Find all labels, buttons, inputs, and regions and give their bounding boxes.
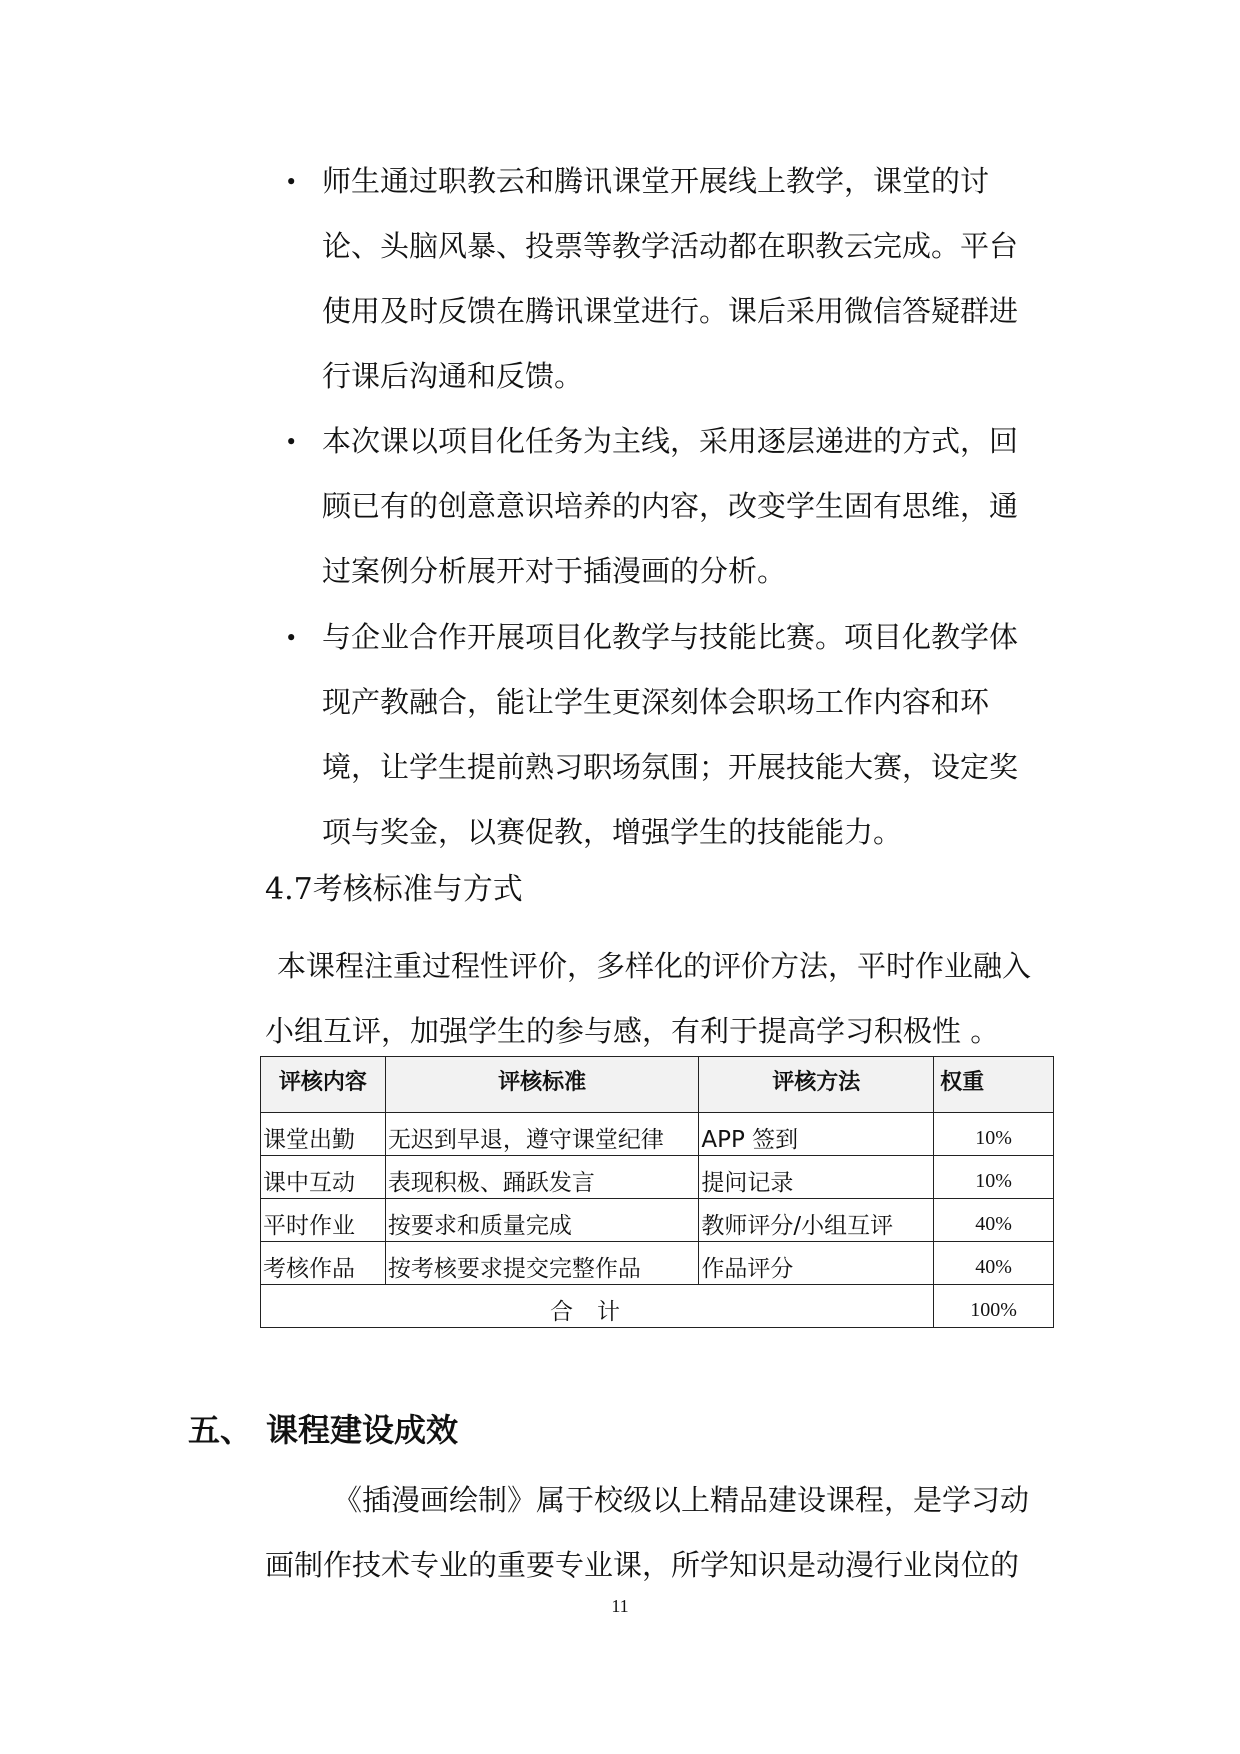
assessment-table	[260, 1056, 1054, 1328]
table-header-row	[261, 1057, 1054, 1113]
cell-content: 课堂出勤	[261, 1113, 386, 1156]
table-row	[261, 1156, 1054, 1199]
cell-weight: 40%	[934, 1199, 1054, 1242]
chapter-paragraph: 《插漫画绘制》属于校级以上精品建设课程，是学习动画制作技术专业的重要专业课，所学知识是动漫行业岗位的	[265, 1483, 1030, 1582]
chapter-heading	[188, 1408, 458, 1452]
bullet-paragraph-online-teaching: 师生通过职教云和腾讯课堂开展线上教学，课堂的讨论、头脑风暴、投票等教学活动都在职教云完成。平台使用及时反馈在腾讯课堂进行。课后采用微信答疑群进行课后沟通和反馈。	[322, 164, 1019, 393]
cell-content: 平时作业	[261, 1199, 386, 1242]
cell-standard: 按考核要求提交完整作品	[385, 1242, 699, 1285]
column-header-standard: 评核标准	[385, 1057, 699, 1113]
total-label: 合计	[261, 1285, 934, 1328]
cell-weight: 10%	[934, 1113, 1054, 1156]
cell-standard: 无迟到早退，遵守课堂纪律	[385, 1113, 699, 1156]
table-row	[261, 1242, 1054, 1285]
bullet-marker: •	[285, 626, 298, 650]
page-number: 11	[611, 1596, 629, 1616]
cell-method: 教师评分/小组互评	[699, 1199, 934, 1242]
bullet-paragraph-project-tasks: 本次课以项目化任务为主线，采用逐层递进的方式，回顾已有的创意意识培养的内容，改变学生固有思维，通过案例分析展开对于插漫画的分析。	[322, 424, 1019, 588]
table-row	[261, 1199, 1054, 1242]
chapter-title: 课程建设成效	[266, 1411, 459, 1449]
table-row	[261, 1113, 1054, 1156]
column-header-weight: 权重	[934, 1057, 1054, 1113]
cell-weight: 40%	[934, 1242, 1054, 1285]
cell-content: 考核作品	[261, 1242, 386, 1285]
cell-standard: 按要求和质量完成	[385, 1199, 699, 1242]
cell-method: 作品评分	[699, 1242, 934, 1285]
bullet-paragraph-enterprise-cooperation: 与企业合作开展项目化教学与技能比赛。项目化教学体现产教融合，能让学生更深刻体会职场工作内容和环境，让学生提前熟习职场氛围；开展技能大赛，设定奖项与奖金，以赛促教，增强学生的技能能力。	[322, 620, 1019, 849]
cell-method: 提问记录	[699, 1156, 934, 1199]
cell-method: APP 签到	[699, 1113, 934, 1156]
column-header-method: 评核方法	[699, 1057, 934, 1113]
section-intro-paragraph: 本课程注重过程性评价，多样化的评价方法，平时作业融入小组互评，加强学生的参与感，有利于提高学习积极性 。	[265, 949, 1032, 1048]
column-header-content: 评核内容	[261, 1057, 386, 1113]
cell-weight: 10%	[934, 1156, 1054, 1199]
bullet-marker: •	[285, 170, 298, 194]
cell-standard: 表现积极、踊跃发言	[385, 1156, 699, 1199]
chapter-number: 五、	[188, 1411, 253, 1449]
total-weight: 100%	[934, 1285, 1054, 1328]
bullet-marker: •	[285, 430, 298, 454]
section-heading: 4.7考核标准与方式	[265, 872, 523, 907]
table-total-row	[261, 1285, 1054, 1328]
cell-content: 课中互动	[261, 1156, 386, 1199]
